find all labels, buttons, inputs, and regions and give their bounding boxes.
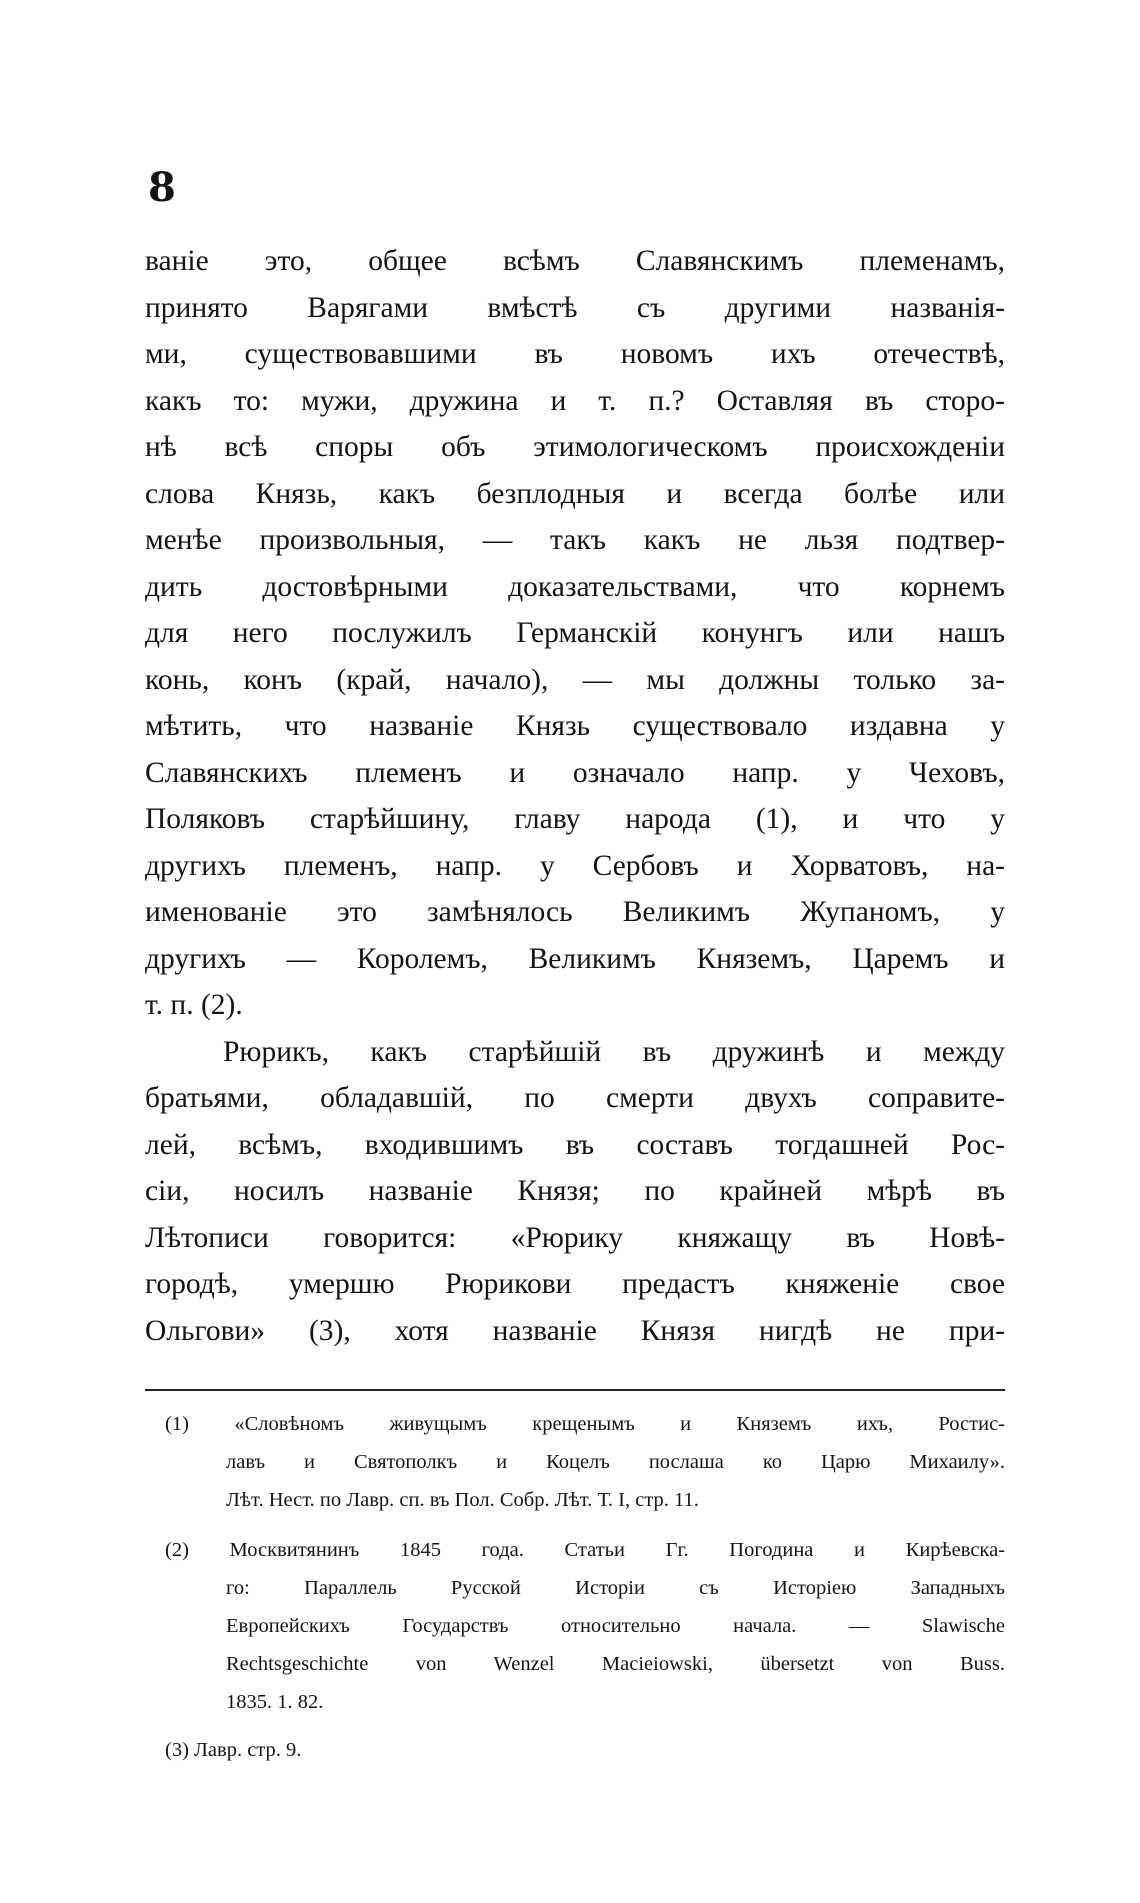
- footnote-line: Rechtsgeschichte von Wenzel Macieiowski, übersetzt von Buss.: [226, 1653, 1005, 1675]
- text-line: какъ то: мужи, дружина и т. п.? Оставляя въ сторо-: [145, 384, 1005, 417]
- text-line: сіи, носилъ названіе Князя; по крайней мѣрѣ въ: [145, 1175, 1005, 1207]
- text-line: менѣе произвольныя, — такъ какъ не льзя подтвер-: [145, 524, 1005, 556]
- text-line: братьями, обладавшій, по смерти двухъ соправите-: [145, 1082, 1005, 1114]
- footnote-line: (2) Москвитянинъ 1845 года. Статьи Гг. Погодина и Кирѣевска-: [165, 1539, 1005, 1561]
- text-line: Поляковъ старѣйшину, главу народа (1), и что у: [145, 803, 1005, 835]
- text-line: другихъ племенъ, напр. у Сербовъ и Хорватовъ, на-: [145, 849, 1005, 882]
- footnote-1: [165, 1405, 1005, 1519]
- footnote-3: [165, 1731, 1005, 1769]
- footnote-line: (1) «Словѣномъ живущымъ крещенымъ и Княземъ ихъ, Ростис-: [165, 1413, 1005, 1435]
- text-line: именованіе это замѣнялось Великимъ Жупаномъ, у: [145, 896, 1005, 928]
- text-line: Ольгови» (3), хотя названіе Князя нигдѣ не при-: [145, 1314, 1005, 1347]
- footnote-line: го: Параллель Русской Исторіи съ Исторіею Западныхъ: [226, 1577, 1005, 1599]
- text-line: городѣ, умершю Рюрикови предастъ княженіе свое: [145, 1268, 1005, 1300]
- footnote-line: 1835. 1. 82.: [226, 1691, 324, 1713]
- footnote-divider: [145, 1389, 1005, 1391]
- footnote-line: Европейскихъ Государствъ относительно начала. — Slawische: [226, 1615, 1005, 1637]
- footnote-line: Лѣт. Нест. по Лавр. сп. въ Пол. Собр. Лѣт. Т. I, стр. 11.: [226, 1489, 699, 1511]
- text-line: другихъ — Королемъ, Великимъ Княземъ, Царемъ и: [145, 942, 1005, 975]
- text-line: принято Варягами вмѣстѣ съ другими названія-: [145, 291, 1005, 324]
- text-line: конь, конъ (край, начало), — мы должны только за-: [145, 663, 1005, 696]
- footnote-line: (3) Лавр. стр. 9.: [165, 1739, 302, 1761]
- text-line: слова Князь, какъ безплодныя и всегда болѣе или: [145, 477, 1005, 510]
- text-line: ваніе это, общее всѣмъ Славянскимъ племенамъ,: [145, 245, 1005, 277]
- main-text: [145, 238, 1005, 1354]
- paragraph-start-line: Рюрикъ, какъ старѣйшій въ дружинѣ и между: [223, 1035, 1005, 1068]
- text-line: дить достовѣрными доказательствами, что корнемъ: [145, 570, 1005, 603]
- footnotes: [165, 1405, 1005, 1769]
- text-line: нѣ всѣ споры объ этимологическомъ происхожденіи: [145, 431, 1005, 463]
- text-line: т. п. (2).: [145, 989, 243, 1021]
- footnote-line: лавъ и Святополкъ и Коцелъ послаша ко Царю Михаилу».: [226, 1451, 1005, 1473]
- text-line: Лѣтописи говорится: «Рюрику княжащу въ Новѣ-: [145, 1221, 1005, 1254]
- text-line: для него послужилъ Германскій конунгъ или нашъ: [145, 617, 1005, 649]
- text-line: Славянскихъ племенъ и означало напр. у Чеховъ,: [145, 756, 1005, 789]
- page-number: 8: [148, 164, 176, 211]
- footnote-2: [165, 1531, 1005, 1721]
- text-line: мѣтить, что названіе Князь существовало издавна у: [145, 710, 1005, 742]
- text-line: лей, всѣмъ, входившимъ въ составъ тогдашней Рос-: [145, 1128, 1005, 1161]
- text-line: ми, существовавшими въ новомъ ихъ отечествѣ,: [145, 338, 1005, 370]
